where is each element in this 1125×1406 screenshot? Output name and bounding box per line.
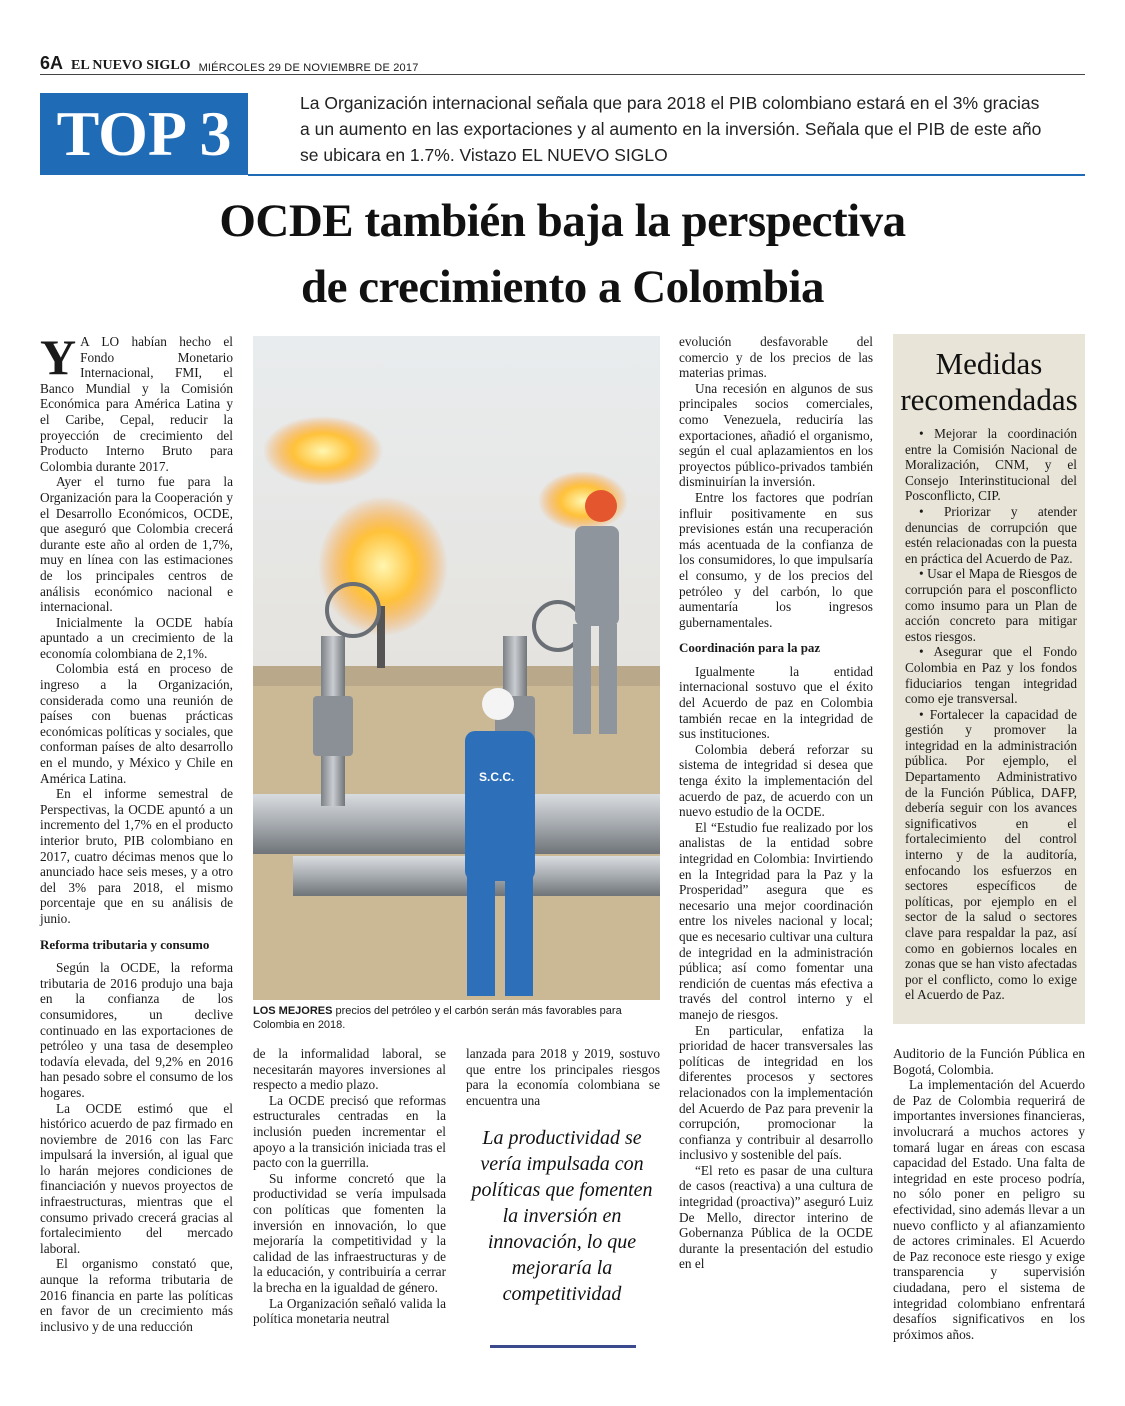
- paragraph: En particular, enfatiza la prioridad de hacer transversales las políticas de integridad en los diferentes procesos y sectores relacionados con la implementación del Acuerdo de Paz para prevenir la corrupción, promocionar la confianza y contribuir al desarrollo inclusivo y sostenible del país.: [679, 1022, 873, 1163]
- drop-cap: Y: [40, 329, 77, 385]
- paragraph: El organismo constató que, aunque la reforma tributaria de 2016 financia en parte las políticas en favor de un crecimiento más inclusivo y de una reducción: [40, 1256, 233, 1334]
- paragraph: lanzada para 2018 y 2019, sostuvo que entre los principales riesgos para la economía colombiana se encuentra una: [466, 1046, 660, 1108]
- caption-text: precios del petróleo y el carbón serán más favorables para Colombia en 2018.: [253, 1005, 622, 1031]
- page-folio: [40, 52, 1085, 75]
- pull-quote: La productividad se vería impulsada con políticas que fomenten la inversión en innovación, lo que mejoraría la competitividad: [471, 1127, 653, 1305]
- page-number: 6A: [40, 53, 64, 73]
- paragraph: En el informe semestral de Perspectivas, la OCDE apuntó a un incremento del 1,7% en el producto interior bruto, PIB colombiano en 2017, cuatro décimas menos que lo anunciado hace seis meses, y a otro del 3% para 2018, el mismo porcentaje que en su análisis de junio.: [40, 786, 233, 926]
- article-column-4: [679, 334, 873, 1272]
- paragraph: La OCDE estimó que el histórico acuerdo de paz firmado en noviembre de 2016 con las Farc impulsará la inversión, al igual que lo harán mejores condiciones de financiación y nuevos proyectos de infraestructuras, mientras que el consumo privado crecerá gracias al fortalecimiento del mercado laboral.: [40, 1100, 233, 1256]
- recommended-measures-box: [893, 334, 1085, 1024]
- top3-badge: TOP 3: [40, 93, 248, 175]
- issue-date: MIÉRCOLES 29 DE NOVIEMBRE DE 2017: [198, 62, 419, 74]
- paragraph: La implementación del Acuerdo de Paz de Colombia requerirá de importantes inversiones financieras, involucrará a muchos actores y tomará lugar en áreas con escasa capacidad del Estado. Una falta de integridad en este proceso podría, no sólo poner en peligro su efectividad, sino además llevar a un nuevo conflicto y al afianzamiento de actores criminales. El Acuerdo de Paz reconoce este riesgo y exige transparencia y supervisión ciudadana, pero el sistema de integridad colombiano enfrentará desafíos significativos en los próximos años.: [893, 1077, 1085, 1342]
- teaser-divider: [248, 174, 1085, 176]
- paragraph: Su informe concretó que la productividad se vería impulsada con políticas que fomenten la inversión en innovación, lo que mejoraría la competitividad y la calidad de las infraestructuras y de la educación, y contribuiría a cerrar la brecha en la igualdad de género.: [253, 1170, 446, 1295]
- paragraph: Según la OCDE, la reforma tributaria de 2016 produjo una baja en la confianza de los consumidores, un declive continuado en las exportaciones de petróleo y una tasa de desempleo todavía elevada, del 9,2% en 2016 han pesado sobre el consumo de los hogares.: [40, 960, 233, 1100]
- headline-line-2: de crecimiento a Colombia: [300, 261, 825, 313]
- article-column-1: [40, 329, 233, 1334]
- oil-field-illustration: [253, 336, 660, 1000]
- lead-paragraph-text: A LO habían hecho el Fondo Monetario Internacional, FMI, el Banco Mundial y la Comisión Económica para América Latina y el Caribe, Cepal, reducir la proyección de crecimiento del Producto Interno Bruto para Colombia durante 2017.: [40, 334, 233, 474]
- subhead-coordinacion: Coordinación para la paz: [679, 640, 821, 656]
- paragraph: El “Estudio fue realizado por los analistas de la entidad sobre integridad en Colombia: Invirtiendo en la Integridad para la Paz y la Prosperidad” asegura que es necesario una mejor coordinación entre los niveles nacional y local; que es necesario cultivar una cultura de integridad en la administración pública; así como fomentar una rendición de cuentas más efectiva a través del control interno y el manejo de riesgos.: [679, 819, 873, 1022]
- paragraph: Entre los factores que podrían influir positivamente en sus previsiones están una recuperación más acentuada de la confianza de los consumidores, lo que impulsaría el consumo, y de los precios del petróleo y del carbón, lo que aumentaría los ingresos gubernamentales.: [679, 489, 873, 630]
- paragraph: Auditorio de la Función Pública en Bogotá, Colombia.: [893, 1046, 1085, 1077]
- photo-caption: [253, 1004, 660, 1032]
- paragraph: Colombia deberá reforzar su sistema de integridad si desea que tenga éxito la implementación del acuerdo de paz, de acuerdo con un nuevo estudio de la OCDE.: [679, 741, 873, 820]
- caption-lead: LOS MEJORES: [253, 1005, 333, 1017]
- paragraph: de la informalidad laboral, se necesitarán mayores inversiones al respecto a medio plazo.: [253, 1046, 446, 1093]
- subhead-reforma: Reforma tributaria y consumo: [40, 936, 210, 952]
- headline: [40, 188, 1085, 320]
- paragraph: La Organización señaló valida la política monetaria neutral: [253, 1295, 446, 1327]
- paragraph: La OCDE precisó que reformas estructurales centradas en la inclusión pueden incrementar el apoyo a la transición iniciada tras el pacto con la guerrilla.: [253, 1092, 446, 1171]
- newspaper-name: EL NUEVO SIGLO: [71, 58, 191, 73]
- paragraph: Colombia está en proceso de ingreso a la Organización, considerada como una reunión de países con buenas prácticas económicas políticas y sociales, que conforman países de alto desarrollo en el mundo, y México y Chile en América Latina.: [40, 661, 233, 786]
- paragraph: Inicialmente la OCDE había apuntado a un crecimiento de la economía colombiana de 2,1%.: [40, 614, 233, 661]
- list-item: • Asegurar que el Fondo Colombia en Paz y los fondos fiduciarios tengan integridad como eje transversal.: [905, 644, 1077, 707]
- paragraph: “El reto es pasar de una cultura de casos (reactiva) a una cultura de integridad (proactiva)” aseguró Luiz De Mello, director interino de Gobernanza Pública de la OCDE durante la presentación del estudio en el: [679, 1162, 873, 1272]
- sidebar-title: [893, 346, 1085, 418]
- lead-paragraph: [40, 329, 233, 474]
- article-column-5: [893, 1046, 1085, 1342]
- list-item: • Priorizar y atender denuncias de corrupción que estén relacionadas con la puesta en práctica del Acuerdo de Paz.: [905, 503, 1077, 566]
- list-item: • Mejorar la coordinación entre la Comisión Nacional de Moralización, CNM, y el Consejo Interinstitucional del Posconflicto, CIP.: [905, 426, 1077, 504]
- article-column-3: [466, 1046, 660, 1108]
- paragraph: evolución desfavorable del comercio y de los precios de las materias primas.: [679, 334, 873, 381]
- pull-quote-rule: [490, 1345, 636, 1348]
- paragraph: Igualmente la entidad internacional sostuvo que el éxito del Acuerdo de paz en Colombia también recae en la integridad de sus instituciones.: [679, 663, 873, 742]
- worker-back-label: S.C.C.: [479, 770, 515, 784]
- headline-line-1: OCDE también baja la perspectiva: [219, 195, 906, 247]
- sidebar-list: [893, 426, 1085, 1003]
- oil-field-photo: [253, 336, 660, 1000]
- list-item: • Usar el Mapa de Riesgos de corrupción para el posconflicto como insumo para un Plan de acción concreto para mitigar estos riesgos.: [905, 566, 1077, 644]
- paragraph: Ayer el turno fue para la Organización para la Cooperación y el Desarrollo Económicos, OCDE, que aseguró que Colombia crecerá durante este año al orden de 1,7%, muy en línea con las estimaciones de los principales centros de análisis económico nacional e internacional.: [40, 474, 233, 615]
- sidebar-title-line-1: Medidas: [935, 346, 1043, 381]
- paragraph: Una recesión en algunos de sus principales socios comerciales, como Venezuela, reduciría las exportaciones, añadió el organismo, según el cual aplazamientos en los proyectos público-privados también disminuirían la inversión.: [679, 380, 873, 490]
- teaser-text: La Organización internacional señala que para 2018 el PIB colombiano estará en el 3% gracias a un aumento en las exportaciones y al aumento en la inversión. Señala que el PIB de este año se ubicara en 1.7%. Vistazo EL NUEVO SIGLO: [300, 93, 1042, 165]
- article-column-2: [253, 1046, 446, 1327]
- list-item: • Fortalecer la capacidad de gestión y promover la integridad en la administración pública. Por ejemplo, el Departamento Administrativo de la Función Pública, DAFP, debería seguir con los avances significativos en el fortalecimiento del control interno y de la auditoría, enfocando los esfuerzos en sectores específicos de políticas, por ejemplo en el sector de la salud o sectores clave para respaldar la paz, así como en gobiernos locales en zonas que se han visto afectadas por el conflicto, como lo exige el Acuerdo de Paz.: [905, 706, 1077, 1003]
- sidebar-title-line-2: recomendadas: [900, 382, 1078, 417]
